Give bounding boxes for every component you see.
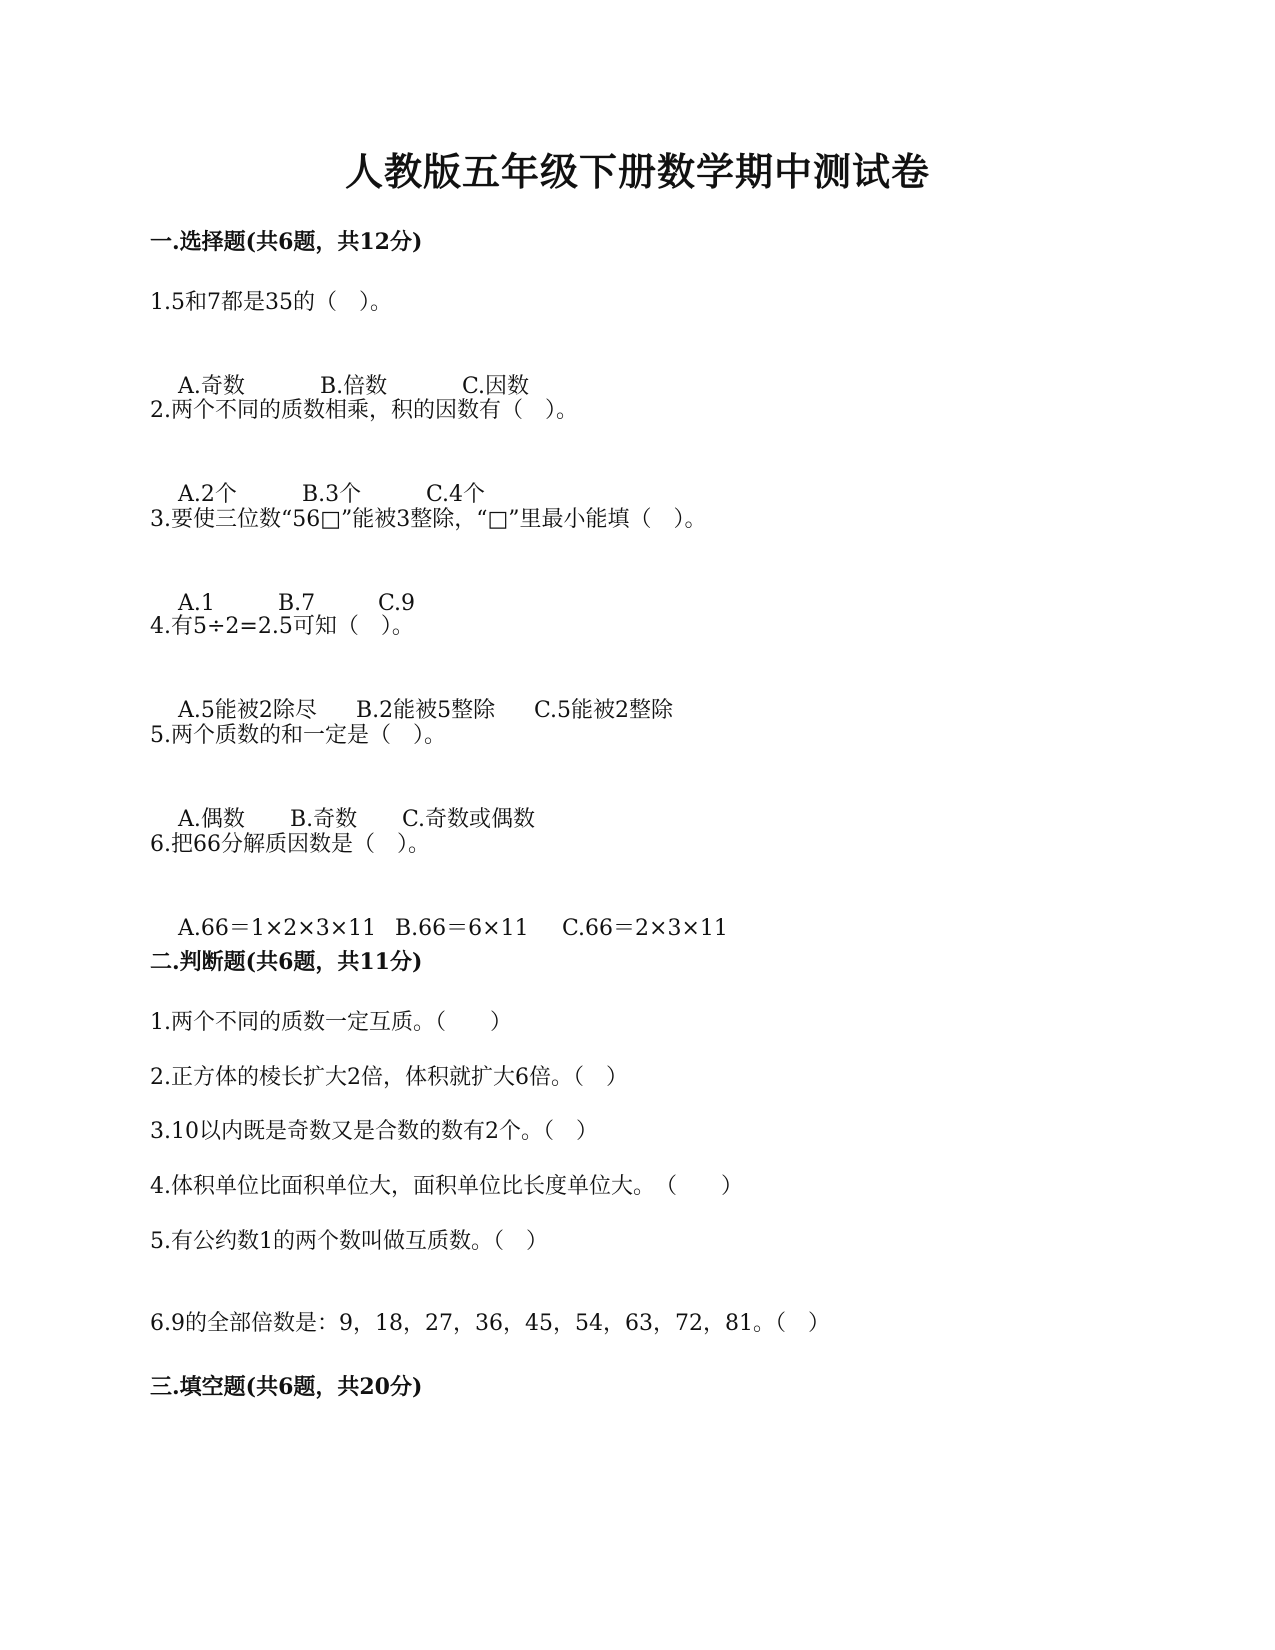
option-b: B.66＝6×11 (394, 916, 529, 941)
page-title: 人教版五年级下册数学期中测试卷 (344, 149, 930, 194)
section-heading-fill: 三.填空题(共6题，共20分) (150, 1374, 423, 1400)
option-a: A.2个 (177, 482, 237, 507)
option-a: A.奇数 (177, 374, 245, 399)
option-c: C.奇数或偶数 (401, 807, 536, 832)
question-text: 4.体积单位比面积单位大，面积单位比长度单位大。 （ ） (150, 1174, 743, 1199)
option-b: B.7 (277, 591, 316, 616)
question-text: 1.两个不同的质数一定互质。（ ） (150, 1010, 512, 1035)
option-c: C.66＝2×3×11 (561, 916, 728, 941)
question-text: 3.要使三位数“56□”能被3整除，“□”里最小能填（ ）。 (150, 507, 707, 532)
section-heading-choice: 一.选择题(共6题，共12分) (150, 229, 423, 255)
question-text: 2.正方体的棱长扩大2倍，体积就扩大6倍。（ ） (150, 1065, 628, 1090)
option-c: C.9 (377, 591, 416, 616)
option-c: C.5能被2整除 (533, 698, 674, 723)
question-text: 2.两个不同的质数相乘，积的因数有（ ）。 (150, 398, 578, 423)
option-a: A.66＝1×2×3×11 (177, 916, 377, 941)
option-c: C.因数 (461, 374, 530, 399)
option-a: A.1 (177, 591, 215, 616)
option-a: A.偶数 (177, 807, 245, 832)
option-a: A.5能被2除尽 (177, 698, 317, 723)
question-text: 6.9的全部倍数是：9，18，27，36，45，54，63，72，81。（ ） (150, 1311, 830, 1336)
option-b: B.3个 (301, 482, 362, 507)
question-text: 4.有5÷2=2.5可知（ ）。 (150, 614, 414, 639)
question-text: 6.把66分解质因数是（ ）。 (150, 832, 430, 857)
question-text: 5.两个质数的和一定是（ ）。 (150, 723, 446, 748)
option-c: C.4个 (425, 482, 486, 507)
section-heading-judgement: 二.判断题(共6题，共11分) (150, 949, 423, 975)
option-b: B.2能被5整除 (355, 698, 496, 723)
question-text: 5.有公约数1的两个数叫做互质数。（ ） (150, 1229, 548, 1254)
option-b: B.倍数 (319, 374, 388, 399)
question-text: 3.10以内既是奇数又是合数的数有2个。（ ） (150, 1119, 598, 1144)
option-b: B.奇数 (289, 807, 358, 832)
question-text: 1.5和7都是35的（ ）。 (150, 290, 392, 315)
